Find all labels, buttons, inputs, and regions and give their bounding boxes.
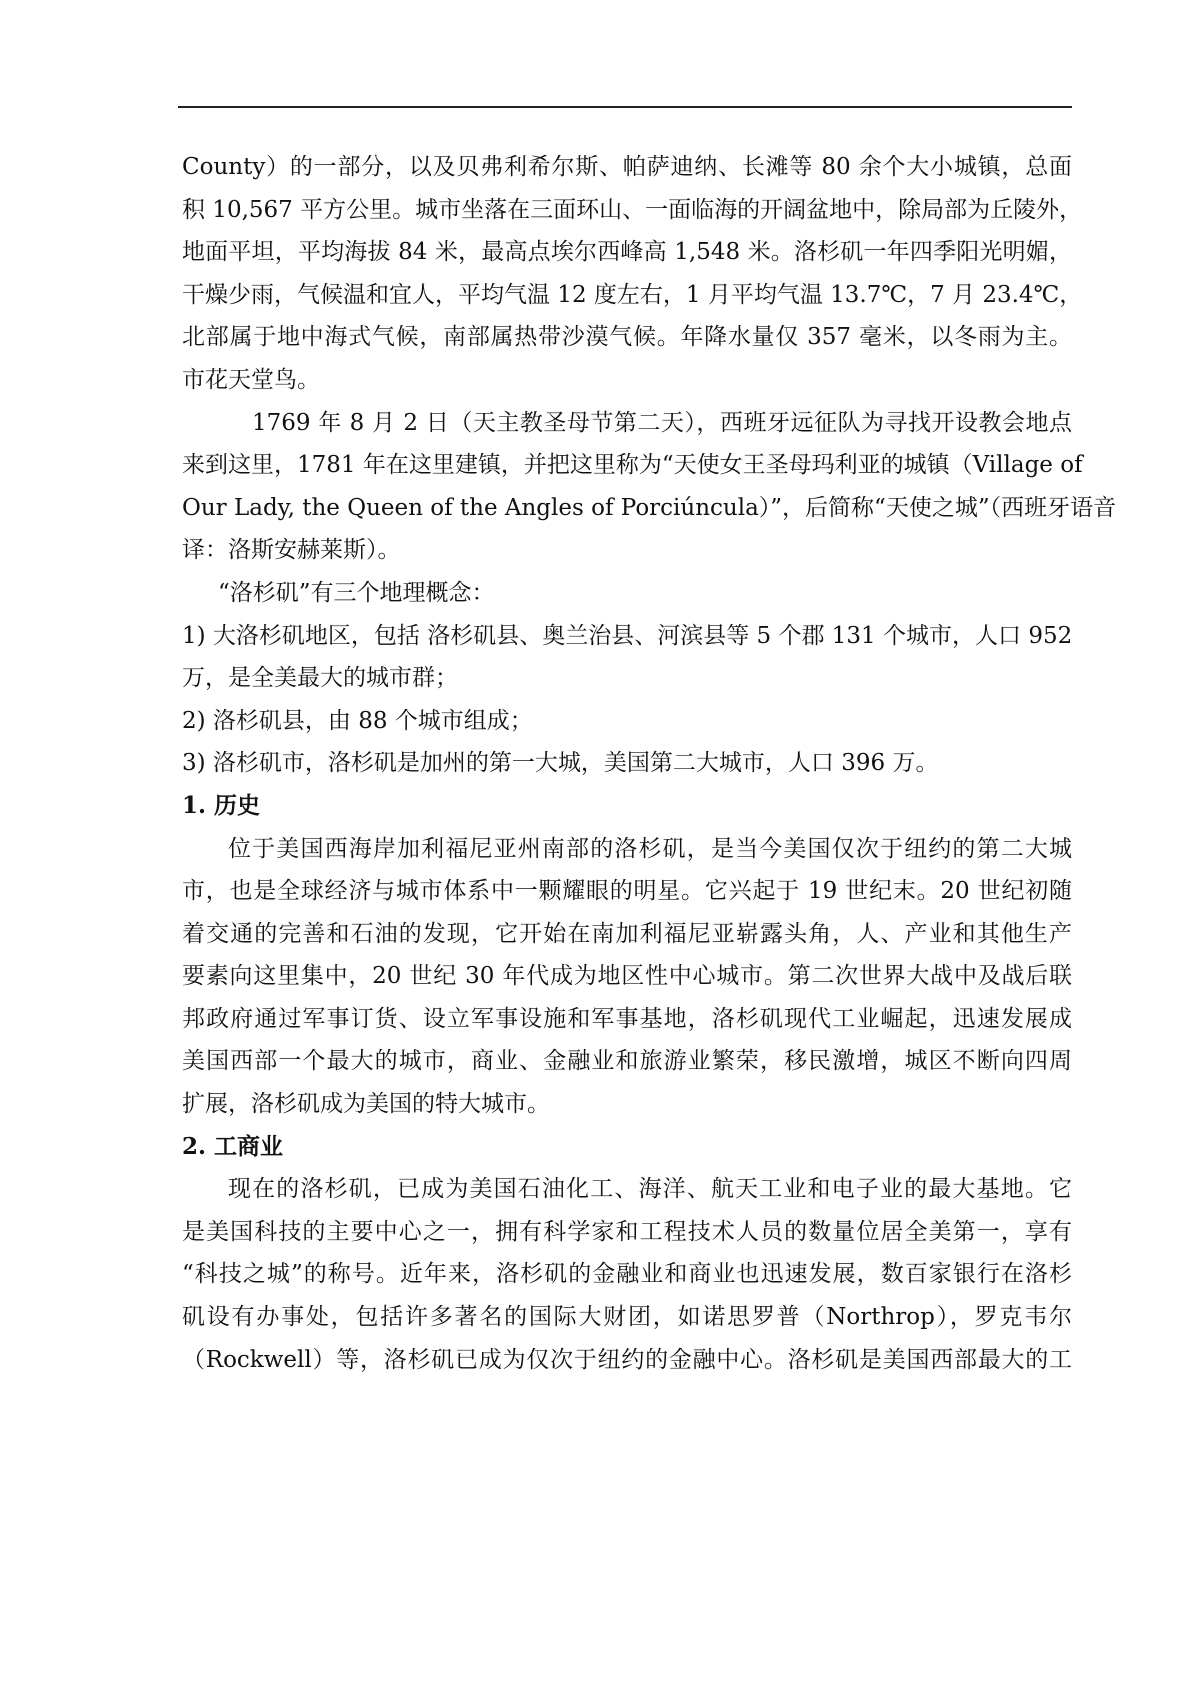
- text-line: 干燥少雨，气候温和宜人，平均气温 12 度左右，1 月平均气温 13.7℃，7 月 23.4℃，: [182, 281, 1083, 308]
- text-line: County）的一部分，以及贝弗利希尔斯、帕萨迪纳、长滩等 80 余个大小城镇，总面: [182, 154, 1072, 180]
- text-line: 地面平坦，平均海拔 84 米，最高点埃尔西峰高 1,548 米。洛杉矶一年四季阳光明媚，: [182, 239, 1072, 266]
- text-line: 位于美国西海岸加利福尼亚州南部的洛杉矶，是当今美国仅次于纽约的第二大城: [228, 835, 1072, 862]
- list-item: 1) 大洛杉矶地区，包括 洛杉矶县、奥兰治县、河滨县等 5 个郡 131 个城市，人口 952: [182, 622, 1073, 649]
- section-heading-history: 1. 历史: [182, 791, 261, 819]
- text-line: 来到这里，1781 年在这里建镇，并把这里称为“天使女王圣母玛利亚的城镇（Village of: [182, 452, 1083, 479]
- list-item: 2) 洛杉矶县，由 88 个城市组成；: [182, 707, 533, 734]
- text-line: 市花天堂鸟。: [182, 366, 320, 393]
- text-line: 矶设有办事处，包括许多著名的国际大财团，如诺思罗普（Northrop），罗克韦尔: [182, 1304, 1072, 1331]
- text-line: Our Lady, the Queen of the Angles of Porciúncula）”，后简称“天使之城”（西班牙语音: [182, 494, 1117, 521]
- text-line: 美国西部一个最大的城市，商业、金融业和旅游业繁荣，移民激增，城区不断向四周: [182, 1048, 1072, 1075]
- text-line: 积 10,567 平方公里。城市坐落在三面环山、一面临海的开阔盆地中，除局部为丘陵外，: [182, 196, 1083, 223]
- text-line: 市，也是全球经济与城市体系中一颗耀眼的明星。它兴起于 19 世纪末。20 世纪初随: [182, 878, 1072, 905]
- text-line: 北部属于地中海式气候，南部属热带沙漠气候。年降水量仅 357 毫米，以冬雨为主。: [182, 324, 1072, 351]
- text-line: 译：洛斯安赫莱斯）。: [182, 537, 401, 564]
- text-line: “科技之城”的称号。近年来，洛杉矶的金融业和商业也迅速发展，数百家银行在洛杉: [182, 1261, 1072, 1288]
- text-line: 扩展，洛杉矶成为美国的特大城市。: [182, 1091, 550, 1118]
- section-heading-industry: 2. 工商业: [182, 1132, 284, 1160]
- list-item: 万，是全美最大的城市群；: [182, 665, 458, 692]
- text-line: （Rockwell）等，洛杉矶已成为仅次于纽约的金融中心。洛杉矶是美国西部最大的工: [182, 1346, 1072, 1373]
- text-line: 要素向这里集中，20 世纪 30 年代成为地区性中心城市。第二次世界大战中及战后联: [182, 963, 1072, 990]
- text-line: 是美国科技的主要中心之一，拥有科学家和工程技术人员的数量位居全美第一，享有: [182, 1218, 1072, 1245]
- text-line: 1769 年 8 月 2 日（天主教圣母节第二天），西班牙远征队为寻找开设教会地点: [252, 409, 1072, 436]
- list-item: 3) 洛杉矶市，洛杉矶是加州的第一大城，美国第二大城市，人口 396 万。: [182, 750, 939, 777]
- text-line: 现在的洛杉矶，已成为美国石油化工、海洋、航天工业和电子业的最大基地。它: [228, 1176, 1072, 1203]
- document-body: [182, 146, 1117, 1381]
- text-line: “洛杉矶”有三个地理概念：: [218, 579, 495, 606]
- header-rule: [178, 106, 1072, 108]
- text-line: 着交通的完善和石油的发现，它开始在南加利福尼亚崭露头角，人、产业和其他生产: [182, 920, 1072, 947]
- text-line: 邦政府通过军事订货、设立军事设施和军事基地，洛杉矶现代工业崛起，迅速发展成: [182, 1005, 1072, 1032]
